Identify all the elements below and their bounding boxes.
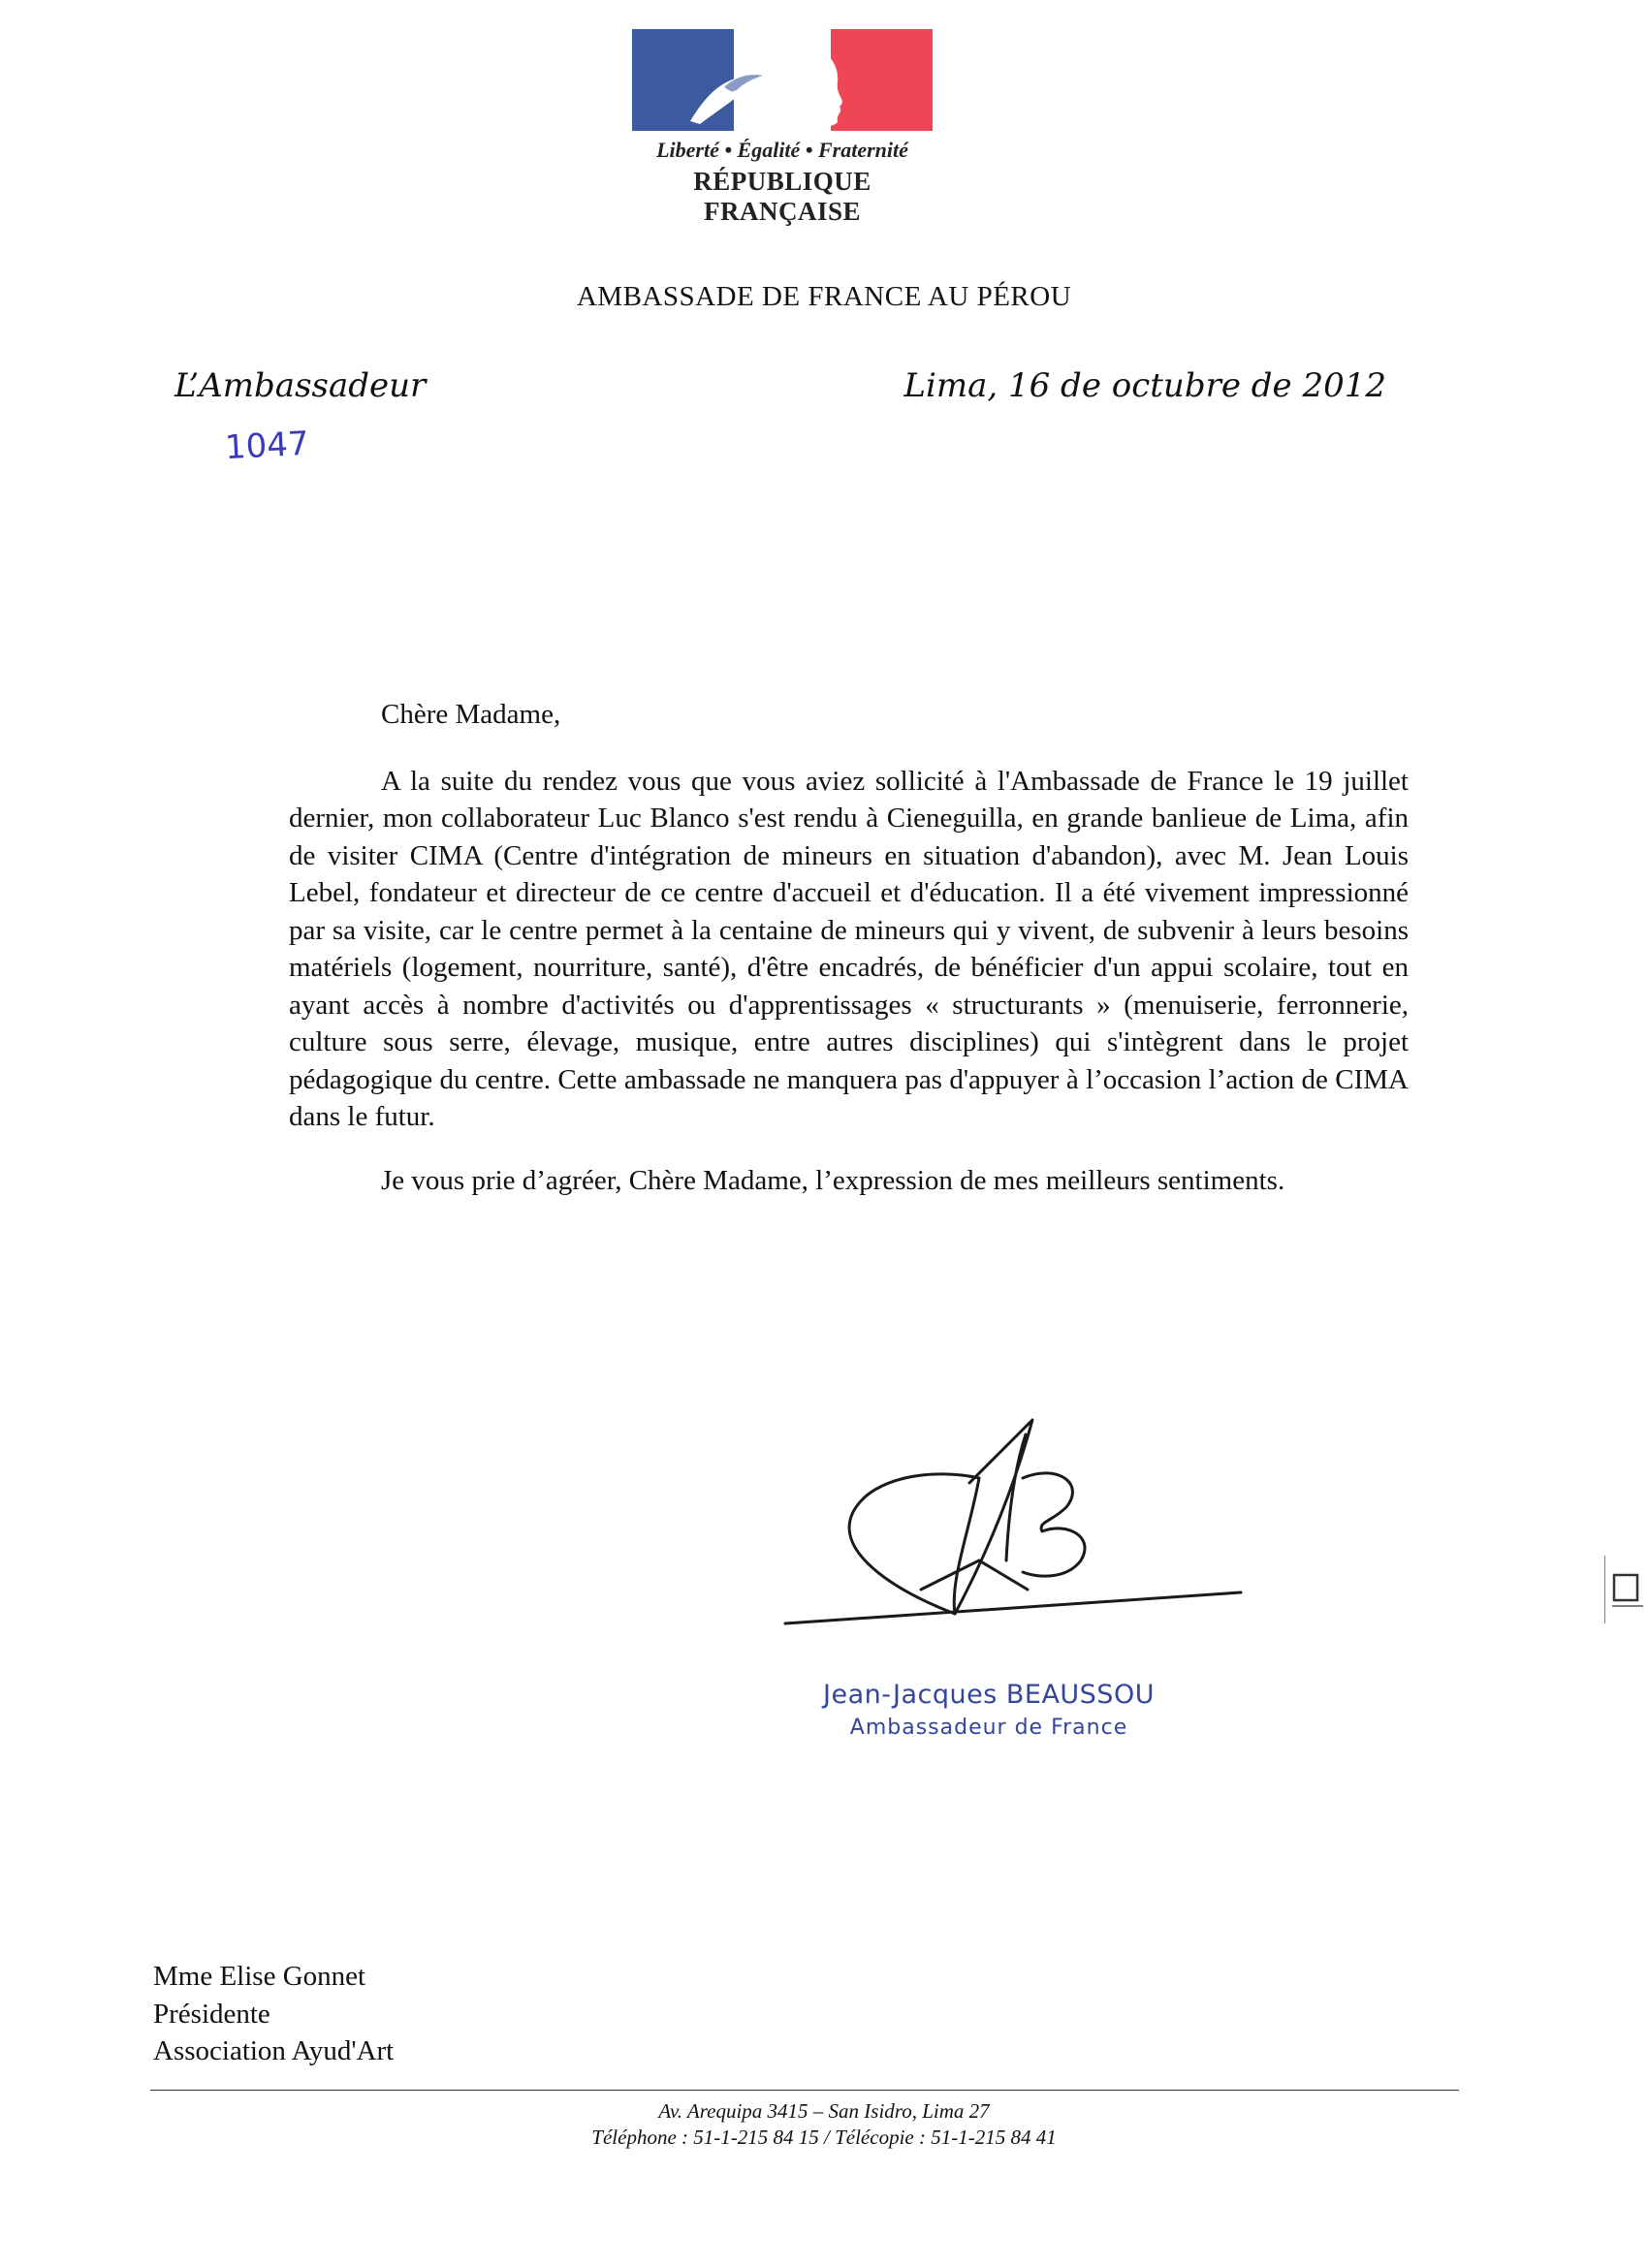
salutation: Chère Madame, [381,699,561,730]
footer-address: Av. Arequipa 3415 – San Isidro, Lima 27 [658,2099,990,2123]
recipient-organization: Association Ayud'Art [153,2035,395,2066]
signer-name: Jean-Jacques BEAUSSOU [823,1680,1155,1710]
letter-body [289,696,1409,1225]
embassy-title: AMBASSADE DE FRANCE AU PÉROU [576,281,1072,312]
signer-title: Ambassadeur de France [849,1716,1128,1740]
sender-role: L’Ambassadeur [174,366,427,405]
body-paragraph-1: A la suite du rendez vous que vous aviez sollicité à l'Ambassade de France le 19 juillet dernier, mon collaborateur Luc Blanco s'est rendu à Cieneguilla, en grande banlieue de Lima, afin de visiter CIMA (Centre d'intégration de mineurs en situation d'abandon), avec M. Jean Louis Lebel, fondateur et directeur de ce centre d'accueil et d'éducation. Il a été vivement impressionné par sa visite, car le centre permet à la centaine de mineurs qui y vivent, de subvenir à leurs besoins matériels (logement, nourriture, santé), d'être encadrés, de bénéficier d'un appui scolaire, tout en ayant accès à nombre d'activités ou d'apprentissages « structurants » (menuiserie, ferronnerie, culture sous serre, élevage, musique, entre autres disciplines) qui s'intègrent dans le projet pédagogique du centre. Cette ambassade ne manquera pas d'appuyer à l’occasion l’action de CIMA dans le futur. [289,765,1409,1132]
marianne-logo-icon [632,29,933,131]
recipient-title: Présidente [153,1998,270,2030]
date-line: Lima, 16 de octubre de 2012 [903,366,1386,405]
letterhead-motto: Liberté • Égalité • Fraternité [656,138,908,162]
signature-icon [776,1415,1260,1657]
recipient-name: Mme Elise Gonnet [153,1961,366,1992]
letterhead-republique: RÉPUBLIQUE FRANÇAISE [693,167,872,226]
footer-divider [150,2090,1459,2091]
reference-number: 1047 [224,424,310,468]
recipient-block [153,1958,394,2070]
letterhead-logo [632,29,933,226]
footer-phones: Téléphone : 51-1-215 84 15 / Télécopie : 51-1-215 84 41 [591,2126,1057,2149]
margin-mark-icon [1604,1556,1643,1623]
body-paragraph-2: Je vous prie d’agréer, Chère Madame, l’expression de mes meilleurs sentiments. [381,1164,1285,1196]
